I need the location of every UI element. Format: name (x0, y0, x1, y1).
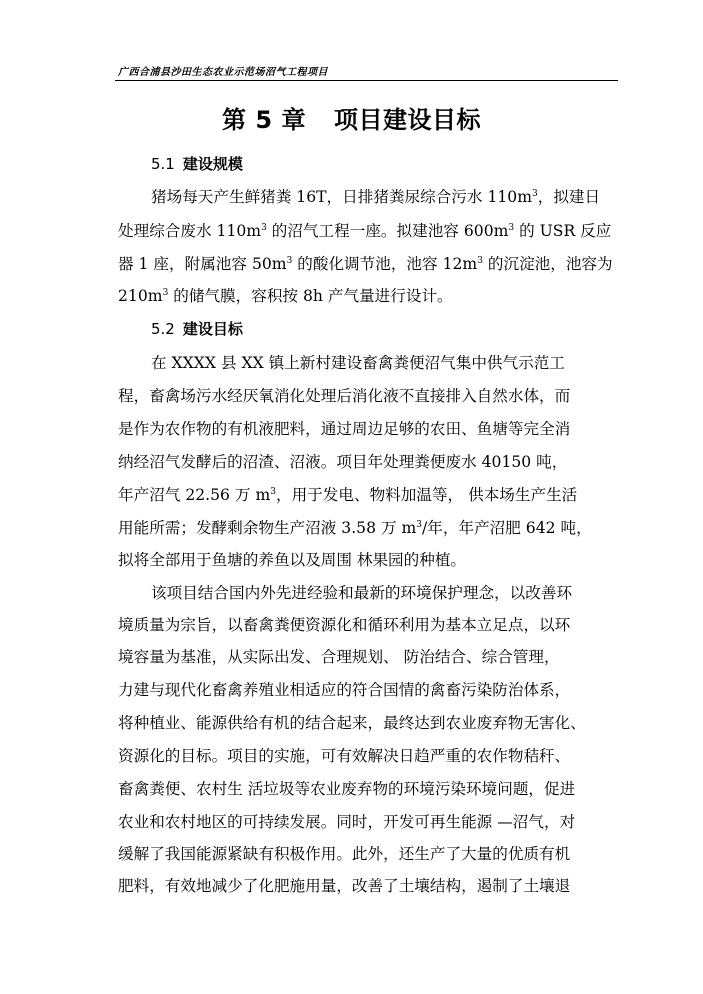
chapter-title (0, 100, 703, 135)
paragraph-line: 在 XXXX 县 XX 镇上新村建设畜禽粪便沼气集中供气示范工 (151, 354, 565, 372)
section-number: 5.2 (151, 320, 175, 338)
paragraph-line: 将种植业、能源供给有机的结合起来，最终达到农业废弃物无害化、 (118, 714, 586, 732)
paragraph-line: 器 1 座，附属池容 $50m^3$ 的酸化调节池，池容 $12m^3$ 的沉淀池，池容为 (118, 255, 613, 273)
paragraph-line: 是作为农作物的有机液肥料，通过周边足够的农田、鱼塘等完全消 (118, 420, 571, 438)
paragraph-line: 资源化的目标。项目的实施，可有效解决日趋严重的农作物秸秆、 (118, 747, 571, 765)
paragraph-line: 处理综合废水 $110m^3$ 的沼气工程一座。拟建池容 $600m^3$ 的 USR 反应 (118, 222, 612, 240)
chapter-number: 第 5 章 (222, 106, 306, 134)
paragraph-line: 拟将全部用于鱼塘的养鱼以及周围 林果园的种植。 (118, 551, 467, 569)
paragraph-line: 用能所需；发酵剩余物生产沼液 3.58 万 $m^3/$年，年产沼肥 642 吨， (118, 519, 592, 537)
paragraph-line: 猪场每天产生鲜猪粪 16T，日排猪粪尿综合污水 $110m^3$，拟建日 (151, 188, 601, 206)
section-heading-5-2 (151, 318, 243, 339)
paragraph-line: 肥料，有效地减少了化肥施用量，改善了土壤结构，遏制了土壤退 (118, 877, 571, 895)
paragraph-line: 年产沼气 22.56 万 $m^3$，用于发电、物料加温等， 供本场生产生活 (118, 486, 578, 504)
section-title: 建设规模 (182, 155, 243, 173)
paragraph-line: 缓解了我国能源紧缺有积极作用。此外，还生产了大量的优质有机 (118, 845, 571, 863)
section-number: 5.1 (151, 155, 175, 173)
paragraph-line: 力建与现代化畜禽养殖业相适应的符合国情的禽畜污染防治体系， (118, 681, 571, 699)
section-heading-5-1 (151, 153, 243, 174)
chapter-title-text: 项目建设目标 (333, 106, 481, 134)
paragraph-line: 畜禽粪便、农村生 活垃圾等农业废弃物的环境污染环境问题，促进 (118, 780, 576, 798)
section-title: 建设目标 (182, 320, 243, 338)
paragraph-line: $210m^3$ 的储气膜，容积按 8h 产气量进行设计。 (118, 287, 453, 305)
paragraph-line: 境容量为基准，从实际出发、合理规划、 防治结合、综合管理， (118, 648, 560, 666)
paragraph-line: 纳经沼气发酵后的沼渣、沼液。项目年处理粪便废水 40150 吨， (118, 453, 568, 471)
header-rule (115, 80, 618, 81)
paragraph-line: 该项目结合国内外先进经验和最新的环境保护理念，以改善环 (151, 584, 573, 602)
paragraph-line: 境质量为宗旨，以畜禽粪便资源化和循环利用为基本立足点，以环 (118, 616, 571, 634)
paragraph-line: 程，畜禽场污水经厌氧消化处理后消化液不直接排入自然水体，而 (118, 387, 571, 405)
running-header: 广西合浦县沙田生态农业示范场沼气工程项目 (118, 67, 328, 78)
paragraph-line: 农业和农村地区的可持续发展。同时，开发可再生能源 —沼气，对 (118, 813, 576, 831)
